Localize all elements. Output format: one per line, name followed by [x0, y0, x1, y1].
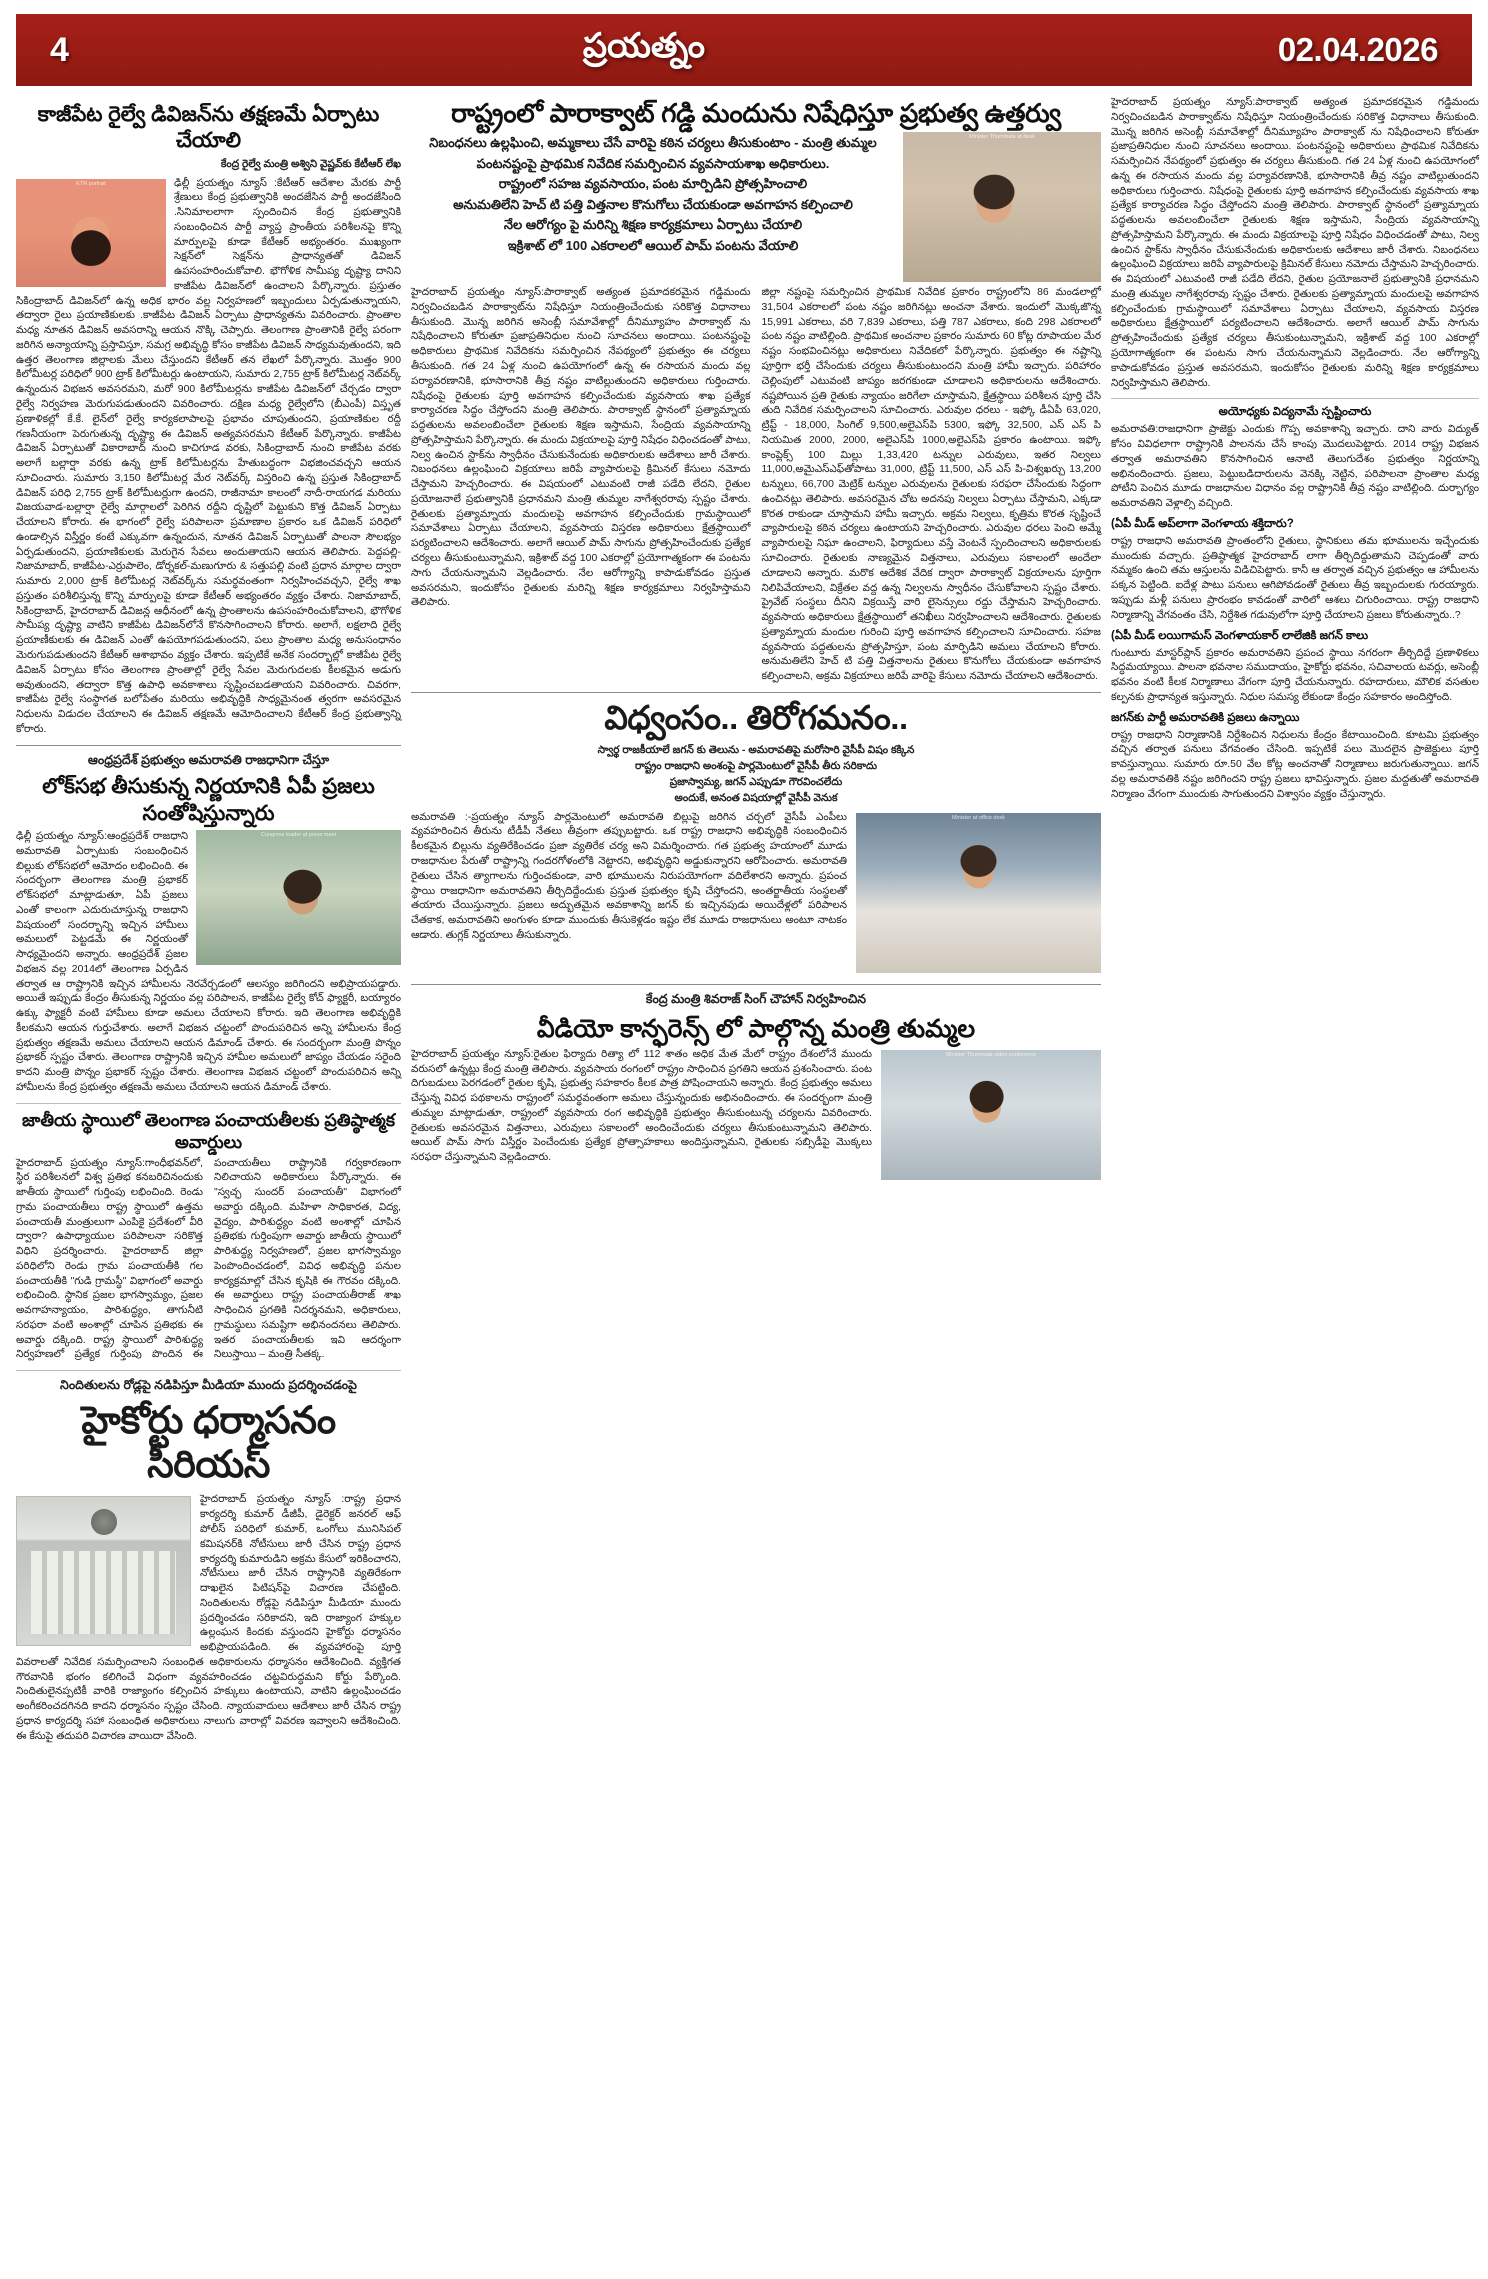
paraquat-subhead-0: నిబంధనలు ఉల్లఘించి, అమ్మకాలు చేసే వారిపై కఠిన చర్యలు తీసుకుంటాం - మంత్రి తుమ్మల	[429, 135, 877, 151]
photo-ktr	[16, 179, 166, 287]
issue-date: 02.04.2026	[1277, 31, 1438, 68]
videoconf-body: హైదరాబాద్ ప్రయత్నం న్యూస్:రైతుల ఫిర్యాదు రిత్యా లో 112 శాతం అధిక మేత మేలో రాష్ట్రం దేశంలోనే ముందు వరుసలో ఉన్నట్లు కేంద్ర మంత్రి తెలిపారు. వ్యవసాయ రంగంలో రాష్ట్రం సాధించిన ప్రగతిని ఆయన ప్రశంసించారు. పంట దిగుబడులు పెరగడంలో రైతుల కృషి, ప్రభుత్వ సహకారం కీలక పాత్ర పోషించాయని అన్నారు. కేంద్ర ప్రభుత్వం అమలు చేస్తున్న వివిధ పథకాలను రాష్ట్రంలో సమర్థవంతంగా అమలు చేస్తున్నందుకు అభినందించారు. ఈ సందర్భంగా మంత్రి తుమ్మల మాట్లాడుతూ, రాష్ట్రంలో వ్యవసాయ రంగ అభివృద్ధికి ప్రభుత్వం తీసుకుంటున్న చర్యలను వివరించారు. రైతులకు అవసరమైన విత్తనాలు, ఎరువులు సకాలంలో అందించేందుకు చర్యలు తీసుకుంటున్నామని తెలిపారు. ఆయిల్ పామ్ సాగు విస్తీర్ణం పెంచేందుకు ప్రత్యేక ప్రోత్సాహకాలు అందిస్తున్నామని, రైతులకు సబ్సిడీపై మొక్కలు సరఫరా చేస్తున్నామని వెల్లడించారు.	[411, 1048, 872, 1164]
highcourt-headline: హైకోర్టు ధర్మాసనం సీరియస్	[81, 1400, 336, 1486]
photo-minister-thummala	[903, 132, 1101, 282]
photo-thummala-video	[881, 1050, 1101, 1180]
vidhwamsam-subheads	[411, 743, 1101, 807]
paper-title: ప్రయత్నం	[582, 26, 706, 65]
masthead-banner	[16, 14, 1472, 86]
top-section	[16, 96, 1479, 1744]
videoconf-headline: వీడియో కాన్ఫరెన్స్ లో పాల్గొన్న మంత్రి తుమ్మల	[536, 1014, 976, 1043]
middle-column	[411, 96, 1101, 1184]
right-column	[1111, 96, 1479, 802]
article-paraquat	[411, 98, 1101, 685]
kazipet-body: ఢిల్లీ ప్రయత్నం న్యూస్ :కేటీఆర్ ఆదేశాల మేరకు పార్టీ శ్రేణులు కేంద్ర ప్రభుత్వానికి అందజేసిన పార్టీ అందజేసింది .సినిమాలలాగా స్పందించిన కేంద్ర ప్రభుత్వానికి సంబంధించిన పార్టీ వ్యాప్త ప్రాంతీయ పరిశీలనపై కొన్ని మార్పులపై కూడా కేటీఆర్ అభ్యంతరం. ముఖ్యంగా సెక్షన్‌లో సెక్షన్‌ను ప్రాధాన్యతతో డివిజన్ ఉపసంహరించుకోవాలి. భౌగోళిక సామీప్య దృష్ట్యా దానిని కాజీపేట డివిజన్‌లో ఉంచాలని పేర్కొన్నారు. ప్రస్తుతం సికింద్రాబాద్ డివిజన్‌లో ఉన్న అధిక భారం వల్ల నిర్వహణలో ఇబ్బందులు ఏర్పడుతున్నాయని, తద్వారా రైలు ప్రయాణికులకు .కాజీపేట డివిజన్ ఏర్పాటు ప్రాధాన్యతను వివరించారు. ప్రాంతాల మధ్య నూతన డివిజన్ అవసరాన్ని ఆయన నొక్కి చెప్పారు. తెలంగాణ ప్రాంతానికి రైల్వే పరంగా జరిగిన అన్యాయాన్ని ప్రస్తావిస్తూ, సమగ్ర అభివృద్ధి కోసం కాజీపేట డివిజన్ సాధ్యమవుతుందని, ఇది ఉత్తర తెలంగాణ జిల్లాలకు మేలు చేస్తుందని కేటీఆర్ తన లేఖలో పేర్కొన్నారు. మొత్తం 900 కిలోమీటర్ల పరిధిలో 900 ట్రాక్ కిలోమీటర్లు ఉంటాయని, సుమారు 2,755 ట్రాక్ కిలోమీటర్ల నెట్‌వర్క్ ఉన్నందున విభజన అవసరమని, మరో 900 కిలోమీటర్లను కాజీపేట డివిజన్‌లో చేర్చడం ద్వారా రైల్వే నిర్వహణ మెరుగుపడుతుందని వివరించారు. దక్షిణ మధ్య రైల్వేలోని (బీఎంపీ) విస్తృత ప్రణాళికల్లో కే.కే. లైన్‌లో రైల్వే కార్యకలాపాలపై ప్రభావం చూపుతుందని, ప్రయాణికుల రద్దీ గణనీయంగా పెరుగుతున్న దృష్ట్యా ఈ డివిజన్ అత్యవసరమని కేటీఆర్ పేర్కొన్నారు. కాజీపేట డివిజన్ ఏర్పాటుతో వికారాబాద్ నుంచి కాచిగూడ వరకు, సికింద్రాబాద్ నుంచి కాజీపేట వరకు అలాగే బల్లార్షా వరకు ఉన్న ట్రాక్ కిలోమీటర్లను హేతుబద్ధంగా విభజించవచ్చని ఆయన సూచించారు. సుమారు 3,150 కిలోమీటర్ల మేర నెట్‌వర్క్ విస్తరించి ఉన్న ప్రస్తుత సికింద్రాబాద్ డివిజన్ పరిధి 2,755 ట్రాక్ కిలోమీటర్లుగా ఉందని, రాజీనామా కాలంలో నాదీ-రాయగడ మరియు విజయవాడ-బల్లార్షా రైల్వే మార్గాలలో పెరిగిన రద్దీని దృష్టిలో పెట్టుకుని కొత్త డివిజన్ ఏర్పాటు చేయాలని కోరారు. ఈ భాగంలో రైల్వే పరిపాలనా ప్రమాణాల ప్రకారం ఒక డివిజన్ పరిధిలో ఉండాల్సిన విస్తీర్ణం కంటే ఎక్కువగా ఉన్నందున, నూతన డివిజన్ ఏర్పాటుతో పాలనా సౌలభ్యం ఏర్పడుతుందని, ప్రయాణికులకు మెరుగైన సేవలు అందుతాయని ఆయన తెలిపారు. పెద్దపల్లి-నిజామాబాద్, కాజీపేట-ఎర్రుపాలెం, డోర్నకల్-మణుగూరు & సత్తుపల్లి వంటి ప్రధాన మార్గాల ద్వారా సుమారు 2,000 ట్రాక్ కిలోమీటర్ల నెట్‌వర్క్‌ను సమర్థవంతంగా నిర్వహించవచ్చని, రైల్వే శాఖ ప్రస్తుతం పరిశీలిస్తున్న కొన్ని మార్పులపై కూడా కేటీఆర్ అభ్యంతరం వ్యక్తం చేశారు. నిజామాబాద్, సికింద్రాబాద్, హైదరాబాద్ డివిజన్ల ఆధీనంలో ఉన్న ప్రాంతాలను ఉపసంహరించుకోవాలని, భౌగోళిక సామీప్య దృష్ట్యా వాటిని కాజీపేట డివిజన్‌లోనే కొనసాగించాలని కోరారు. అలాగే, లక్షలాది రైల్వే ప్రయాణీకులకు ఈ డివిజన్ ఎంతో ఉపయోగపడుతుందని, పలు ప్రాంతాల మధ్య అనుసంధానం మెరుగుపడుతుందని కేటీఆర్ ఆశాభావం వ్యక్తం చేశారు. ఇప్పటికే అనేక సందర్భాల్లో కాజీపేట రైల్వే డివిజన్ ఏర్పాటు కోసం తెలంగాణ ప్రాంతాల్లో రైల్వే సేవల మెరుగుదలకు కీలకమైన అడుగు అవుతుందని, తద్వారా కొత్త ఉపాధి అవకాశాలు సృష్టించబడతాయని వివరించారు. చివరగా, కాజీపేట రైల్వే సంస్థాగత బలోపేతం మరియు అభివృద్ధికి సాధ్యమైనంత త్వరగా అవసరమైన నిధులను విడుదల చేయాలని ఈ డివిజన్ తక్షణమే ఆమోదించాలని కేటీఆర్ కేంద్ర ప్రభుత్వాన్ని కోరారు.	[16, 177, 401, 735]
paraquat-body-col2: జిల్లా నష్టంపై సమర్పించిన ప్రాథమిక నివేదిక ప్రకారం రాష్ట్రంలోని 86 మండలాల్లో 31,504 ఎకరాలలో పంట నష్టం జరిగినట్లు అంచనా వేశారు. ఇందులో మొక్కజొన్న 15,991 ఎకరాలు, వరి 7,839 ఎకరాలు, పత్తి 787 ఎకరాలు, కంది 298 ఎకరాలలో పంట నష్టం వాటిల్లింది. ప్రాథమిక అంచనాల ప్రకారం సుమారు 60 కోట్ల రూపాయల మేర నష్టం సంభవించినట్లు అధికారులు నివేదికలో పేర్కొన్నారు. ప్రభుత్వం ఈ నష్టాన్ని పూర్తిగా భర్తీ చేసేందుకు చర్యలు తీసుకుంటుందని మంత్రి హామీ ఇచ్చారు. పరిహారం చెల్లింపులో ఎటువంటి జాప్యం జరగకుండా చూడాలని అధికారులను ఆదేశించారు. నష్టపోయిన ప్రతి రైతుకు న్యాయం జరిగేలా చూస్తామని, క్షేత్రస్థాయి పరిశీలన పూర్తి చేసి తుది నివేదిక సమర్పించాలని సూచించారు. ఎరువుల ధరలు - ఇఫ్కో డీఏపీ 63,020, ట్రిప్ట్ - 18,000, సింగిల్ 9,500,అలైఎస్‌పి 5300, ఇఫ్కో 32,500, ఎస్ ఎస్ పి నియమిత 2000, 2000, అలైఎస్‌పి 1000,అలైఎస్‌పి ప్రకారం ఉంటాయి. ఇఫ్కో కాంప్లెక్స్ 100 మిల్లు 1,33,420 టన్నుల ఎరువులు, ఇతర నిల్వలు 11,000,అమైఎస్‌ఎఫ్‌తోపాటు 31,000, ట్రిప్ట్ 11,500, ఎస్ ఎస్ పి-విశ్వఖర్చు 13,200 టన్నులు, 66,700 మెట్రిక్ టన్నుల ఎరువులను రైతులకు సరఫరా చేసేందుకు సిద్ధంగా ఉంచినట్లు తెలిపారు. అవసరమైన చోట అదనపు నిల్వలు ఏర్పాటు చేస్తామని, ఎక్కడా కొరత రాకుండా చూస్తామని హామీ ఇచ్చారు. అక్రమ నిల్వలు, కృత్రిమ కొరత సృష్టించే వ్యాపారులపై కఠిన చర్యలు ఉంటాయని హెచ్చరించారు. ఎరువుల ధరలు పెంచి అమ్మే వ్యాపారులపై నిఘా ఉంచాలని, ఫిర్యాదులు వస్తే వెంటనే స్పందించాలని అధికారులకు సూచించారు. రైతులకు నాణ్యమైన విత్తనాలు, ఎరువులు సకాలంలో అందేలా చూడాలని అన్నారు. మరొక ఆదేశిక వేదిక ద్వారా పారాక్వాట్ విక్రయాలను పూర్తిగా నిలిపివేయాలని, విక్రేతల వద్ద ఉన్న నిల్వలను స్వాధీనం చేసుకోవాలని స్పష్టం చేశారు. ప్రైవేట్ సంస్థలు దీనిని విక్రయిస్తే వారి లైసెన్సులు రద్దు చేస్తామని హెచ్చరించారు. వ్యవసాయ అధికారులు క్షేత్రస్థాయిలో తనిఖీలు నిర్వహించాలని ఆదేశించారు. రైతులకు ప్రత్యామ్నాయ మందుల గురించి పూర్తి అవగాహన కల్పించాలని సూచించారు. సహజ వ్యవసాయ పద్ధతులను ప్రోత్సహిస్తూ, పంట మార్పిడిని అమలు చేయాలని కోరారు. అనుమతిలేని హెచ్ టి పత్తి విత్తనాలను రైతులు కొనుగోలు చేయకుండా అవగాహన కల్పించాలని, అక్రమ విక్రయాలు జరిపే వారిపై కేసులు నమోదు చేయాలని ఆదేశించారు.	[761, 287, 1101, 683]
paraquat-subhead-5: ఇక్రిశాట్ లో 100 ఎకరాలలో ఆయిల్ పామ్ పంటను వేయాలి	[507, 237, 799, 253]
ayodhya-q3: జగన్‌కు పార్టీ అమరావతికి ప్రజలు ఉన్నాయి	[1111, 711, 1300, 724]
kazipet-subtitle: కేంద్ర రైల్వే మంత్రి అశ్విని వైష్ణవ్‌కు కేటీఆర్ లేఖ	[220, 157, 401, 170]
article-video-conference	[411, 991, 1101, 1184]
article-vidhwamsam	[411, 699, 1101, 977]
amaravati-headline: లోక్‌సభ తీసుకున్న నిర్ణయానికి ఏపీ ప్రజలు సంతోషిస్తున్నారు	[42, 775, 375, 825]
photo-congress-caption: Congress leader at press meet	[260, 831, 337, 838]
vidhwamsam-subhead-3: అందుకే, అనంత విషయాల్లో వైసీపీ వెనుక	[674, 792, 838, 805]
highcourt-body: హైదరాబాద్ ప్రయత్నం న్యూస్ :రాష్ట్ర ప్రధాన కార్యదర్శి కుమార్ డీజీపీ, డైరెక్టర్ జనరల్ ఆఫ్ పోలీస్ పరిధిలో కుమార్, ఒంగోలు మునిసిపల్ కమిషనర్‌కి నోటీసులు జారీ చేసిన రాష్ట్ర ప్రధాన కార్యదర్శి కుమారుడిని అక్రమ కేసులో ఇరికించారని, నోటీసులు జారీ చేసిన రాష్ట్రానికి వ్యతిరేకంగా దాఖలైన పిటిషన్‌పై విచారణ చేపట్టింది. నిందితులను రోడ్లపై నడిపిస్తూ మీడియా ముందు ప్రదర్శించడం సరికాదని, ఇది రాజ్యాంగ హక్కుల ఉల్లంఘన కిందకు వస్తుందని హైకోర్టు ధర్మాసనం అభిప్రాయపడింది. ఈ వ్యవహారంపై పూర్తి వివరాలతో నివేదిక సమర్పించాలని సంబంధిత అధికారులను ధర్మాసనం ఆదేశించింది. వ్యక్తిగత గౌరవానికి భంగం కలిగించే విధంగా వ్యవహరించడం చట్టవిరుద్ధమని కోర్టు పేర్కొంది. నిందితులైనప్పటికీ వారికి రాజ్యాంగం కల్పించిన హక్కులు ఉంటాయని, వాటిని ఉల్లంఘించడం అంగీకరించదగినది కాదని ధర్మాసనం స్పష్టం చేసింది. న్యాయవాదులు ఆదేశాలు జారీ చేసిన రాష్ట్ర ప్రధాన కార్యదర్శి సహా సంబంధిత అధికారులు నాలుగు వారాల్లో వివరణ ఇవ్వాలని ఆదేశించింది. ఈ కేసుపై తదుపరి విచారణ వాయిదా వేసింది.	[16, 1494, 401, 1742]
court-pillars	[31, 1551, 176, 1634]
ayodhya-kicker: అయోధ్యకు విద్యనామే స్పష్టించారు	[1218, 406, 1372, 419]
article-amaravati	[16, 752, 401, 1096]
ayodhya-q2: (ఏపీ మీడ్ లయిగామస్ వెంగళాయకార్ లాలేజికి జగన్ కాలు	[1111, 629, 1369, 642]
highcourt-kicker: నిందితులను రోడ్లపై నడిపిస్తూ మీడియా ముందు ప్రదర్శించడంపై	[60, 1378, 357, 1393]
photo-high-court	[16, 1496, 191, 1646]
kazipet-headline: కాజీపేట రైల్వే డివిజన్‌ను తక్షణమే ఏర్పాటు చేయాలి	[37, 103, 380, 153]
paraquat-subhead-1: పంటనష్టంపై ప్రాథమిక నివేదిక సమర్పించిన వ్యవసాయశాఖ అధికారులు.	[476, 155, 830, 171]
divider-3	[16, 1370, 401, 1371]
ayodhya-q2-body: గుంటూరు మాస్టర్‌ప్లాన్ ప్రకారం అమరావతిని ప్రపంచ స్థాయి నగరంగా తీర్చిదిద్దే ప్రణాళికలు సిద్ధమయ్యాయి. పాలనా భవనాల సముదాయం, హైకోర్టు భవనం, సచివాలయ టవర్లు, అసెంబ్లీ భవనం వంటి కీలక నిర్మాణాలు వేగంగా పూర్తి చేయనున్నారు. రహదారులు, మౌలిక వసతుల కల్పనకు ప్రాధాన్యత ఇస్తున్నారు. నిధుల సమస్య లేకుండా కేంద్రం సహకారం అందిస్తోంది.	[1111, 647, 1479, 703]
divider-6	[1111, 398, 1479, 399]
emblem-icon	[91, 1509, 117, 1535]
paraquat-body-col3: హైదరాబాద్ ప్రయత్నం న్యూస్:పారాక్వాట్ అత్యంత ప్రమాదకరమైన గడ్డిమందు నిర్వచించబడిన పారాక్వాట్‌ను నిషేధిస్తూ నియంత్రించేందుకు సరికొత్త విధానాలు తీసుకుంది. మొన్న జరిగిన అసెంబ్లీ సమావేశాల్లో దీనిమ్యూహం పారాక్వాట్ ను నిషేధించాలని కోరుతూ ప్రజాప్రతినిధుల నుంచి సూచనలు అందాయి. పంటనష్టంపై అధికారులు ప్రాథమిక నివేదికను సమర్పించిన నేపథ్యంలో ప్రభుత్వం ఈ చర్యలు తీసుకుంది. గత 24 ఏళ్ల నుంచి ఉపయోగంలో ఉన్న ఈ రసాయన మందు వల్ల పర్యావరణానికి, భూసారానికి తీవ్ర నష్టం వాటిల్లుతుందని అధికారులు గుర్తించారు. నిషేధంపై రైతులకు పూర్తి అవగాహన కల్పించేందుకు వ్యవసాయ శాఖ ప్రత్యేక కార్యాచరణ సిద్ధం చేస్తోందని మంత్రి తెలిపారు. పారాక్వాట్ స్థానంలో ప్రత్యామ్నాయ పద్ధతులను అవలంబించేలా రైతులకు శిక్షణ ఇస్తామని, సేంద్రియ వ్యవసాయాన్ని ప్రోత్సహిస్తామని పేర్కొన్నారు. ఈ మందు విక్రయాలపై పూర్తి నిషేధం విధించడంతో పాటు, నిల్వ ఉంచిన స్టాక్‌ను స్వాధీనం చేసుకునేందుకు అధికారులకు ఆదేశాలు జారీ చేశారు. నిబంధనలు ఉల్లంఘించి విక్రయాలు జరిపే వ్యాపారులపై క్రిమినల్ కేసులు నమోదు చేస్తామని హెచ్చరించారు. ఈ విషయంలో ఎటువంటి రాజీ పడేది లేదని, రైతుల ప్రయోజనాలే ప్రభుత్వానికి ప్రధానమని మంత్రి తుమ్మల నాగేశ్వరరావు స్పష్టం చేశారు. రైతులకు ప్రత్యామ్నాయ మందులపై అవగాహన కల్పించేందుకు గ్రామస్థాయిలో సమావేశాలు ఏర్పాటు చేయాలని, వ్యవసాయ విస్తరణ అధికారులు క్షేత్రస్థాయిలో పర్యటించాలని ఆదేశించారు. అలాగే ఆయిల్ పామ్ సాగును ప్రోత్సహించేందుకు ప్రత్యేక చర్యలు తీసుకుంటున్నామని, ఇక్రిశాట్ వద్ద 100 ఎకరాల్లో ప్రయోగాత్మకంగా ఈ పంటను సాగు చేయనున్నామని వెల్లడించారు. నేల ఆరోగ్యాన్ని కాపాడుకోవడం ప్రస్తుత అవసరమని, ఇందుకోసం రైతులకు మరిన్ని శిక్షణ కార్యక్రమాలు నిర్వహిస్తామని తెలిపారు.	[1111, 97, 1479, 389]
photo-congress-leader	[196, 830, 401, 965]
photo-minister-caption: Minister Thummala at desk	[969, 134, 1035, 141]
panchayat-headline: జాతీయ స్థాయిలో తెలంగాణ పంచాయతీలకు ప్రతిష్ఠాత్మక అవార్డులు	[22, 1109, 395, 1152]
vidhwamsam-subhead-0: స్వార్థ రాజకీయాలే జగన్ కు తెలును - అమరావతిపై మరోసారి వైసీపీ విషం కక్కిన	[597, 743, 915, 756]
photo-thummala-caption: Minister Thummala video conference	[945, 1051, 1037, 1058]
photo-desk-minister	[856, 813, 1101, 973]
amaravati-body: ఢిల్లీ ప్రయత్నం న్యూస్‌:ఆంధ్రప్రదేశ్ రాజధాని అమరావతి ఏర్పాటుకు సంబంధించిన బిల్లుకు లోక్‌సభలో ఆమోదం లభించింది. ఈ సందర్భంగా తెలంగాణ మంత్రి ప్రభాకర్ లోక్‌సభలో మాట్లాడుతూ, ఏపీ ప్రజలు ఎంతో కాలంగా ఎదురుచూస్తున్న రాజధాని విషయంలో సందర్భాన్ని ఇచ్చిన హామీలు అమలులో పెట్టడమే ఈ నిర్ణయంతో సాధ్యమైందని అన్నారు. ఆంధ్రప్రదేశ్ ప్రజల విభజన వల్ల 2014లో తెలంగాణ ఏర్పడిన తర్వాత ఆ రాష్ట్రానికి ఇచ్చిన హామీలను నెరవేర్చడంలో ఆలస్యం జరిగిందని అభిప్రాయపడ్డారు. అయితే ఇప్పుడు కేంద్రం తీసుకున్న నిర్ణయం వల్ల పరిపాలన, కాజీపేట రైల్వే కోచ్ ఫ్యాక్టరీ, బయ్యారం ఉక్కు ఫ్యాక్టరీ వంటి హామీలు కూడా అమలు చేయాలని కోరారు. ఇది తెలంగాణ అభివృద్ధికి కీలకమని ఆయన గుర్తుచేశారు. అలాగే విభజన చట్టంలో పొందుపరిచిన అన్ని హామీలను కేంద్ర ప్రభుత్వం తక్షణమే అమలు చేయాలని ఆయన డిమాండ్ చేశారు. ఈ సందర్భంగా మంత్రి పొన్నం ప్రభాకర్ స్పష్టం చేశారు. తెలంగాణ రాష్ట్రానికి ఇచ్చిన హామీల అమలులో జాప్యం చేయడం సరైంది కాదని మంత్రి పొన్నం ప్రభాకర్ స్పష్టం చేశారు. తెలంగాణ విభజన చట్టంలో పొందుపరిచిన అన్ని హామీలను కేంద్ర ప్రభుత్వం తక్షణమే అమలు చేయాలని ఆయన డిమాండ్ చేశారు.	[16, 830, 401, 1093]
article-ayodhya	[1111, 405, 1479, 802]
article-high-court	[16, 1377, 401, 1744]
divider-2	[16, 1103, 401, 1104]
videoconf-kicker: కేంద్ర మంత్రి శివరాజ్ సింగ్ చౌహాన్ నిర్వహించిన	[645, 991, 867, 1006]
ayodhya-q1: (ఏపీ మీడ్ అప్‌లాగా వెంగళాయ శక్తిదారు?	[1111, 517, 1294, 530]
divider-4	[411, 692, 1101, 693]
paraquat-headline: రాష్ట్రంలో పారాక్వాట్ గడ్డి మందును నిషేధిస్తూ ప్రభుత్వ ఉత్తర్వు	[451, 98, 1061, 128]
divider-5	[411, 984, 1101, 985]
page-number: 4	[50, 30, 70, 69]
vidhwamsam-headline: విధ్వంసం.. తిరోగమనం..	[604, 698, 908, 736]
left-column	[16, 96, 401, 1744]
vidhwamsam-subhead-1: రాష్ట్రం రాజధాని అంశంపై పార్లమెంటులో వైసీపీ తీరు సరికాదు	[635, 760, 877, 773]
vidhwamsam-subhead-2: ప్రజాస్వామ్య, జగన్ ఎప్పుడూ గౌరవించలేదు	[669, 776, 843, 789]
paraquat-subhead-2: రాష్ట్రంలో సహజ వ్యవసాయం, పంట మార్పిడిని ప్రోత్సహించాలి	[498, 176, 808, 192]
ayodhya-q1-body: రాష్ట్ర రాజధాని అమరావతి ప్రాంతంలోని రైతులు, స్థానికులు తమ భూములను ఇచ్చేందుకు ముందుకు వచ్చారు. ప్రతిష్ఠాత్మక హైదరాబాద్ లాగా తీర్చిదిద్దుతామని చెప్పడంతో వారు నమ్మకం ఉంచి తమ ఆస్తులను విడిచిపెట్టారు. కానీ ఆ తర్వాత వచ్చిన ప్రభుత్వం ఆ హామీలను పక్కన పెట్టింది. ఐదేళ్ల పాటు పనులు ఆగిపోవడంతో రైతులు తీవ్ర ఇబ్బందులకు గురయ్యారు. ఇప్పుడు మళ్లీ పనులు ప్రారంభం కావడంతో వారిలో ఆశలు చిగురించాయి. రాష్ట్ర రాజధాని నిర్మాణాన్ని వేగవంతం చేసి, నిర్దేశిత గడువులోగా పూర్తి చేయాలని ప్రజలు కోరుతున్నారు..?	[1111, 535, 1479, 621]
paraquat-body-col1: హైదరాబాద్ ప్రయత్నం న్యూస్:పారాక్వాట్ అత్యంత ప్రమాదకరమైన గడ్డిమందు నిర్వచించబడిన పారాక్వాట్‌ను నిషేధిస్తూ నియంత్రించేందుకు సరికొత్త విధానాలు తీసుకుంది. మొన్న జరిగిన అసెంబ్లీ సమావేశాల్లో దీనిమ్యూహం పారాక్వాట్ ను నిషేధించాలని కోరుతూ ప్రజాప్రతినిధుల నుంచి సూచనలు అందాయి. పంటనష్టంపై అధికారులు ప్రాథమిక నివేదికను సమర్పించిన నేపథ్యంలో ప్రభుత్వం ఈ చర్యలు తీసుకుంది. గత 24 ఏళ్ల నుంచి ఉపయోగంలో ఉన్న ఈ రసాయన మందు వల్ల పర్యావరణానికి, భూసారానికి తీవ్ర నష్టం వాటిల్లుతుందని అధికారులు గుర్తించారు. నిషేధంపై రైతులకు పూర్తి అవగాహన కల్పించేందుకు వ్యవసాయ శాఖ ప్రత్యేక కార్యాచరణ సిద్ధం చేస్తోందని మంత్రి తెలిపారు. పారాక్వాట్ స్థానంలో ప్రత్యామ్నాయ పద్ధతులను అవలంబించేలా రైతులకు శిక్షణ ఇస్తామని, సేంద్రియ వ్యవసాయాన్ని ప్రోత్సహిస్తామని పేర్కొన్నారు. ఈ మందు విక్రయాలపై పూర్తి నిషేధం విధించడంతో పాటు, నిల్వ ఉంచిన స్టాక్‌ను స్వాధీనం చేసుకునేందుకు అధికారులకు ఆదేశాలు జారీ చేశారు. నిబంధనలు ఉల్లంఘించి విక్రయాలు జరిపే వ్యాపారులపై క్రిమినల్ కేసులు నమోదు చేస్తామని హెచ్చరించారు. ఈ విషయంలో ఎటువంటి రాజీ పడేది లేదని, రైతుల ప్రయోజనాలే ప్రభుత్వానికి ప్రధానమని మంత్రి తుమ్మల నాగేశ్వరరావు స్పష్టం చేశారు. రైతులకు ప్రత్యామ్నాయ మందులపై అవగాహన కల్పించేందుకు గ్రామస్థాయిలో సమావేశాలు ఏర్పాటు చేయాలని, వ్యవసాయ విస్తరణ అధికారులు క్షేత్రస్థాయిలో పర్యటించాలని ఆదేశించారు. అలాగే ఆయిల్ పామ్ సాగును ప్రోత్సహించేందుకు ప్రత్యేక చర్యలు తీసుకుంటున్నామని, ఇక్రిశాట్ వద్ద 100 ఎకరాల్లో ప్రయోగాత్మకంగా ఈ పంటను సాగు చేయనున్నామని వెల్లడించారు. నేల ఆరోగ్యాన్ని కాపాడుకోవడం ప్రస్తుత అవసరమని, ఇందుకోసం రైతులకు మరిన్ని శిక్షణ కార్యక్రమాలు నిర్వహిస్తామని తెలిపారు.	[411, 287, 751, 609]
panchayat-body: హైదరాబాద్ ప్రయత్నం న్యూస్:గాంధీభవన్‌లో, స్థిర పరిశీలనలో విశ్వ ప్రతిభ కనబరిచినందుకు జాతీయ స్థాయిలో గుర్తింపు లభించింది. రెండు గ్రామ పంచాయతీలు రాష్ట్ర స్థాయిలో ఉత్తమ పంచాయతీ మంత్రులుగా ఎంపికై ప్రదేశంలో వీరి ద్వారా? ఉపాధ్యాయుల పరిపాలనా సరికొత్త విధిని ప్రదర్శించారు. హైదరాబాద్ జిల్లా పరిధిలోని రెండు గ్రామ పంచాయతీకి గల పంచాయతీకి "గుడి గ్రామస్థీ" విభాగంలో అవార్డు లభించింది. స్థానిక ప్రజల భాగస్వామ్యం, ప్రజల అవగాహన్యాయం, పారిశుద్ధ్యం, తాగునీటి సరఫరా వంటి అంశాల్లో చూపిన ప్రతిభకు ఈ అవార్డు దక్కింది. రాష్ట్ర స్థాయిలో పారిశుద్ధ్య నిర్వహణలో ప్రత్యేక గుర్తింపు పొందిన ఈ పంచాయతీలు రాష్ట్రానికి గర్వకారణంగా నిలిచాయని అధికారులు పేర్కొన్నారు. ఈ "స్వచ్ఛ సుందర్ పంచాయతీ" విభాగంలో అవార్డు దక్కింది. మహిళా సాధికారత, విద్య, వైద్యం, పారిశుద్ధ్యం వంటి అంశాల్లో చూపిన ప్రతిభకు గుర్తింపుగా అవార్డు జాతీయ స్థాయిలో పారిశుద్ధ్య నిర్వహణలో, ప్రజల భాగస్వామ్యం పెంపొందించడంలో, వివిధ అభివృద్ధి పనుల కార్యక్రమాల్లో చేసిన కృషికి ఈ గౌరవం దక్కింది. ఈ అవార్డులు రాష్ట్ర పంచాయతీరాజ్ శాఖ సాధించిన ప్రగతికి నిదర్శనమని, అధికారులు, గ్రామస్థులు సమష్టిగా అభినందనలు తెలిపారు. ఇతర పంచాయతీలకు ఇవి ఆదర్శంగా నిలుస్తాయి – మంత్రి సీతక్క.	[16, 1157, 401, 1361]
vidhwamsam-body: అమరావతి :-ప్రయత్నం న్యూస్ పార్లమెంటులో అమరావతి బిల్లుపై జరిగిన చర్చలో వైసీపీ ఎంపీలు వ్యవహరించిన తీరును టీడీపీ నేతలు తీవ్రంగా తప్పుబట్టారు. ఒక రాష్ట్ర రాజధాని అభివృద్ధికి సంబంధించిన కీలకమైన బిల్లును వ్యతిరేకించడం ప్రజా వ్యతిరేక చర్య అని విమర్శించారు. గత ప్రభుత్వ హయాంలో మూడు రాజధానుల పేరుతో రాష్ట్రాన్ని గందరగోళంలోకి నెట్టారని, అభివృద్ధిని అడ్డుకున్నారని ఆరోపించారు. అమరావతి రైతులు చేసిన త్యాగాలను గుర్తించకుండా, వారి భూములను నిరుపయోగంగా వదిలేశారని అన్నారు. ప్రపంచ స్థాయి రాజధానిగా అమరావతిని తీర్చిదిద్దేందుకు ప్రస్తుత ప్రభుత్వం కృషి చేస్తోందని, అంతర్జాతీయ సంస్థలతో తయారు చేయిస్తున్నారు. ప్రజలు అద్భుతమైన అవకాశాన్ని జగన్ కు ఇచ్చినపుడు అయిదేళ్లలో పరిపాలన చేతకాక, అమరావతిని అంగుళం కూడా ముందుకు తీసుకెళ్లడం ఇష్టం లేక మూడు రాజధానులు అంటూ నాటకం ఆడారు. తుగ్లక్ నిర్ణయాలు తీసుకున్నారు.	[411, 811, 847, 941]
paraquat-subhead-4: నేల ఆరోగ్యం పై మరిన్ని శిక్షణ కార్యక్రమాలు ఏర్పాటు చేయాలి	[503, 217, 803, 233]
ayodhya-q3-body: రాష్ట్ర రాజధాని నిర్మాణానికి నిర్దేశించిన నిధులను కేంద్రం కేటాయించింది. కూటమి ప్రభుత్వం వచ్చిన తర్వాత పనులు వేగవంతం చేసింది. ఇప్పటికే పలు మొదలైన ప్రాజెక్టులు పూర్తి కావస్తున్నాయి. సుమారు రూ.50 వేల కోట్ల అంచనాతో నిర్మాణాలు జరుగుతున్నాయి. జగన్ వల్ల అమరావతికి నష్టం జరిగిందని రాష్ట్ర ప్రజలు భావిస్తున్నారు. ప్రజల మద్దతుతో అమరావతి నిర్మాణం వేగంగా ముందుకు సాగుతుందని విశ్వాసం వ్యక్తం చేస్తున్నారు.	[1111, 729, 1479, 800]
article-kazipet-rail	[16, 102, 401, 738]
photo-desk-caption: Minister at office desk	[951, 814, 1006, 821]
divider-1	[16, 745, 401, 746]
paraquat-subhead-3: అనుమతిలేని హెచ్ టి పత్తి విత్తనాల కొనుగోలు చేయకుండా అవగాహన కల్పించాలి	[453, 196, 853, 212]
photo-ktr-caption: KTR portrait	[76, 180, 106, 187]
article-panchayat-awards	[16, 1110, 401, 1363]
ayodhya-body: అమరావతి:రాజధానిగా ప్రాజెక్టు ఎందుకు గొప్ప అవకాశాన్ని ఇచ్చారు. దాని వారు విద్యుత్ కోసం వివిధలాగా రాష్ట్రానికి పాలనను చేసే కాంపు మొదలుపెట్టారు. 2014 రాష్ట్ర విభజన తర్వాత అమరావతిని కొనసాగించిన ఆనాటి తెలుగుదేశం ప్రభుత్వం నిర్ణయాన్ని అభినందించారు. ప్రజలు, పెట్టుబడిదారులను వెనక్కి నెట్టిన, పరిపాలనా ప్రాంతాల మధ్య పోటీని పెంచిన మూడు రాజధానుల విధానం వల్ల రాష్ట్రానికి తీవ్ర నష్టం వాటిల్లింది. దుర్భాగ్యం అమరావతిని వెళ్లాల్సి వచ్చింది.	[1111, 424, 1479, 510]
amaravati-kicker: ఆంధ్రప్రదేశ్ ప్రభుత్వం అమరావతి రాజధానిగా చేస్తూ	[87, 752, 330, 767]
